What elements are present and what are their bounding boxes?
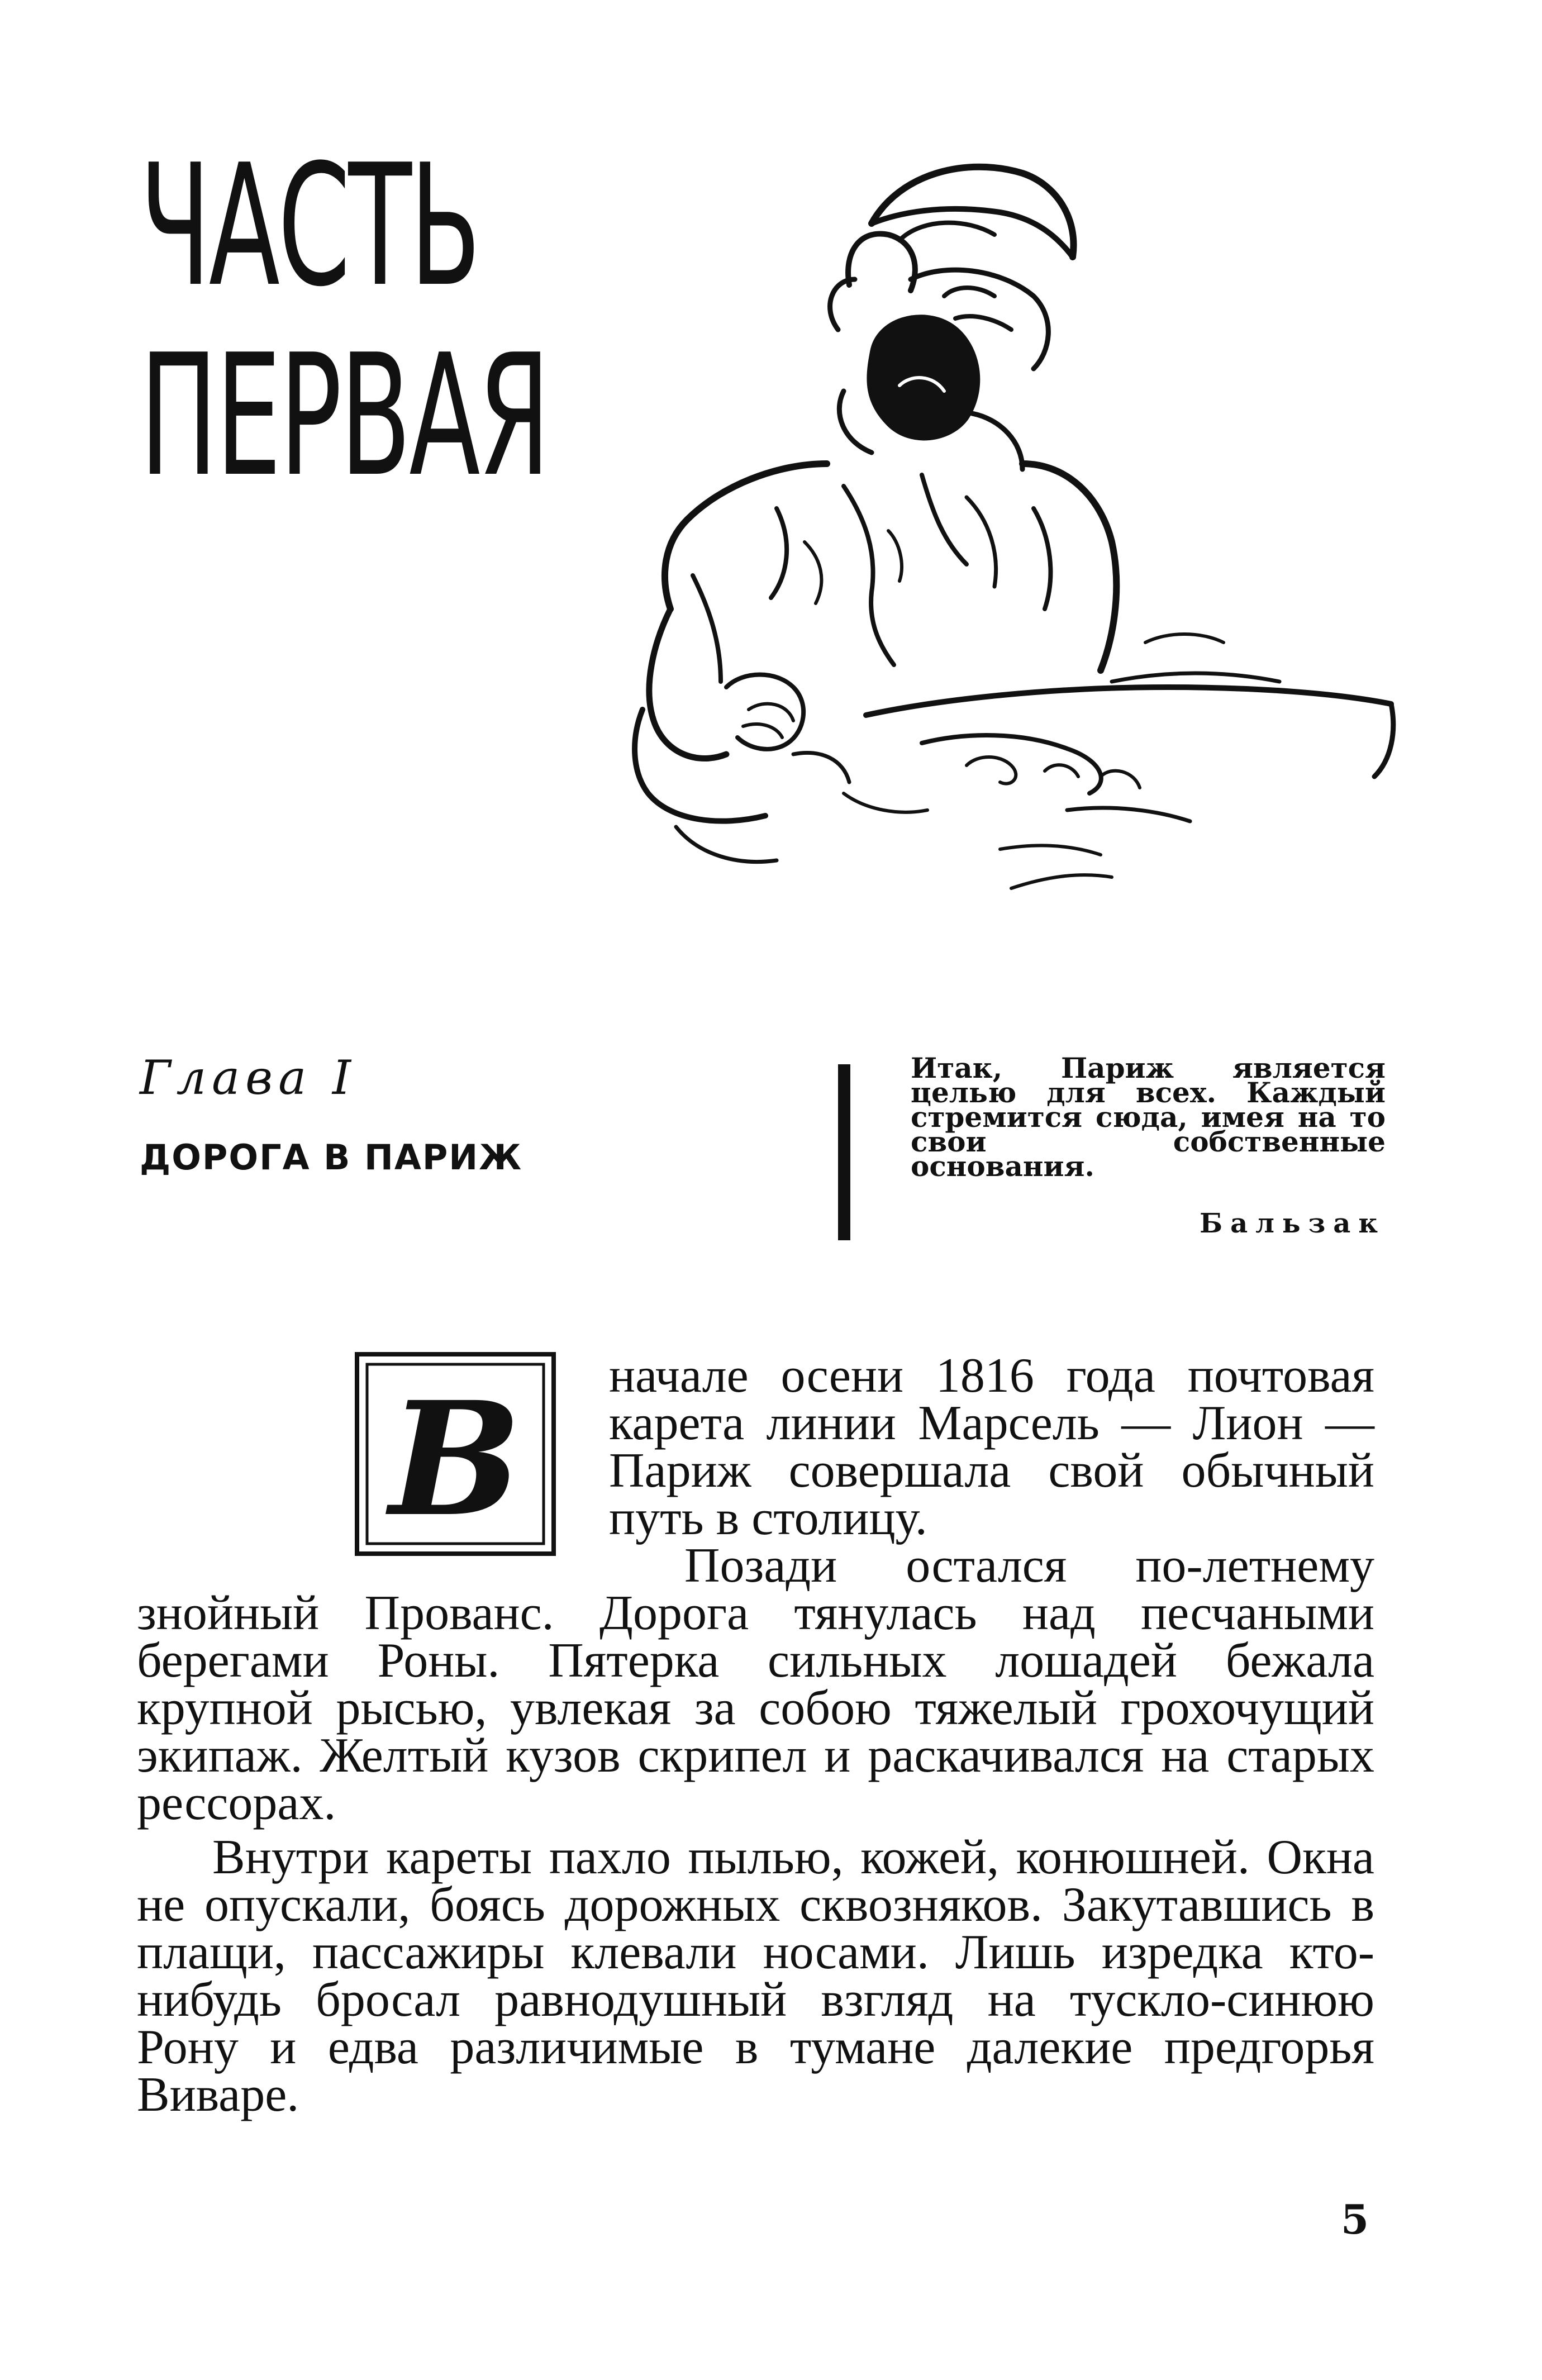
chapter-title: ДОРОГА В ПАРИЖ bbox=[140, 1137, 523, 1178]
chapter-body bbox=[137, 1349, 1374, 2122]
epigraph-text: Итак, Париж является целью для всех. Каждый стремится сюда, имея на то свои собственные основания. bbox=[911, 1051, 1386, 1183]
paragraph-1: начале осени 1816 года почтовая карета линии Марсель — Лион — Париж совершала свой обычный путь в столицу. bbox=[609, 1349, 1374, 1545]
paragraph-2: Позади остался по-летнему знойный Прованс. Дорога тянулась над песчаными берегами Роны. Пятерка сильных лошадей бежала крупной рысью, увлекая за собою тяжелый грохочущий экипаж. Желтый кузов скрипел и раскачивался на старых рессорах. bbox=[137, 1539, 1374, 1830]
part-heading-line-1: ЧАСТЬ bbox=[140, 128, 479, 323]
chapter-number: Глава I bbox=[140, 1050, 357, 1105]
epigraph-author: Бальзак bbox=[1200, 1208, 1386, 1239]
portrait-illustration bbox=[609, 151, 1408, 911]
paragraph-3: Внутри кареты пахло пылью, кожей, конюшней. Окна не опускали, боясь дорожных сквозняков. Закутавшись в плащи, пассажиры клевали носами. Лишь изредка кто-нибудь бросал равнодушный взгляд на тускло-синюю Рону и едва различимые в тумане далекие предгорья Виваре. bbox=[137, 1830, 1374, 2122]
part-heading-line-2: ПЕРВАЯ bbox=[140, 318, 549, 513]
part-heading bbox=[140, 128, 587, 513]
drop-cap-letter: В bbox=[389, 1368, 522, 1551]
epigraph-rule bbox=[838, 1064, 850, 1240]
page-number: 5 bbox=[1341, 2196, 1369, 2243]
